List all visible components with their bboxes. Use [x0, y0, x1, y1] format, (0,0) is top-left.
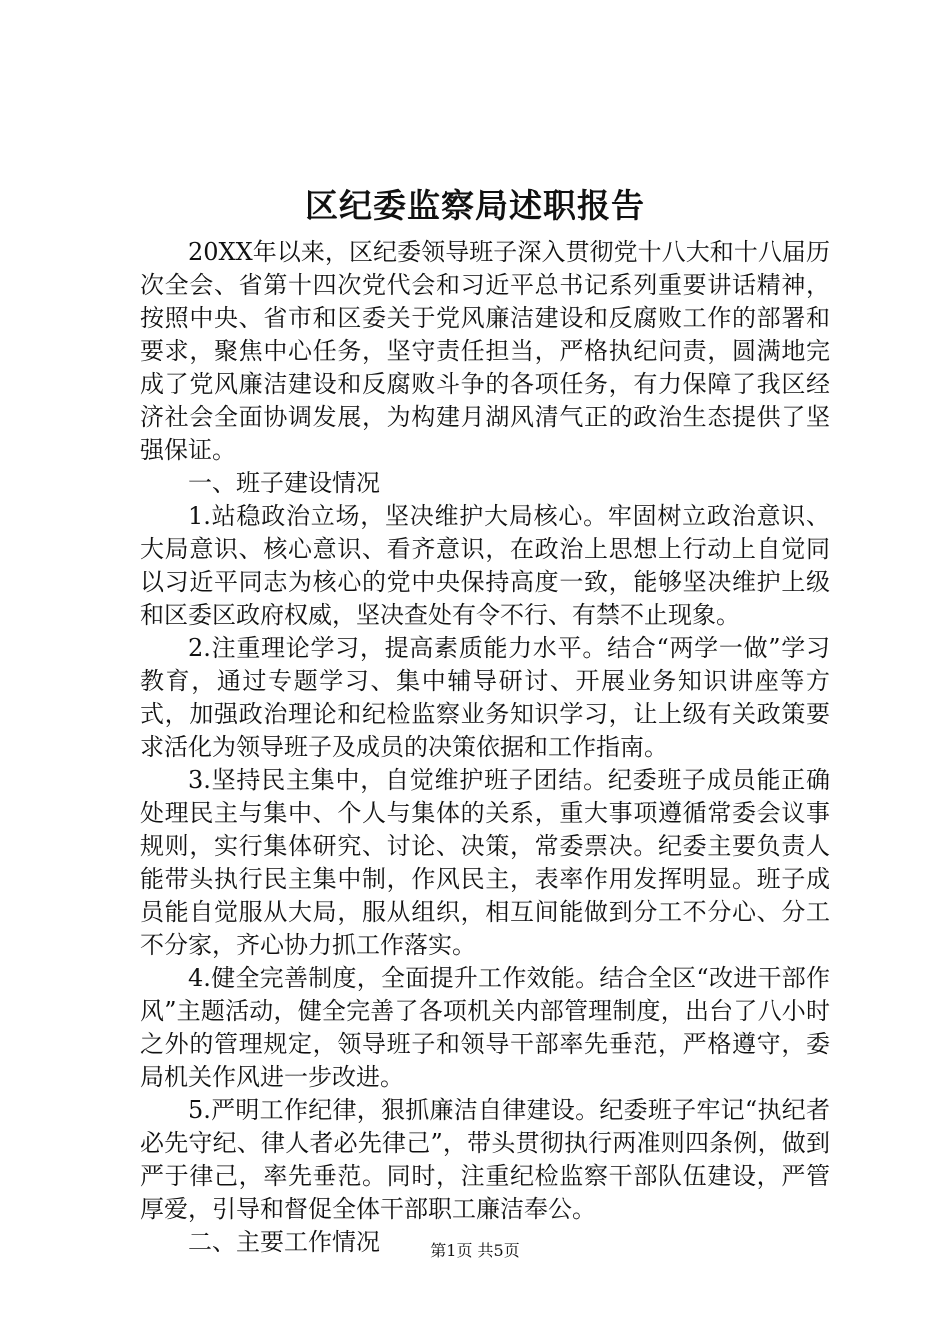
document-title: 区纪委监察局述职报告 [305, 186, 645, 225]
page-number-footer: 第1页 共5页 [430, 1241, 520, 1260]
section-heading-2: 二、主要工作情况 [188, 1228, 380, 1256]
paragraph-item-1: 1.站稳政治立场，坚决维护大局核心。牢固树立政治意识、大局意识、核心意识、看齐意识，在政治上思想上行动上自觉同以习近平同志为核心的党中央保持高度一致，能够坚决维护上级和区委区政府权威，坚决查处有令不行、有禁不止现象。 [140, 502, 830, 629]
section-heading-1: 一、班子建设情况 [188, 469, 380, 497]
paragraph-item-4: 4.健全完善制度，全面提升工作效能。结合全区“改进干部作风”主题活动，健全完善了各项机关内部管理制度，出台了八小时之外的管理规定，领导班子和领导干部率先垂范，严格遵守，委局机关作风进一步改进。 [140, 964, 830, 1091]
paragraph-item-3: 3.坚持民主集中，自觉维护班子团结。纪委班子成员能正确处理民主与集中、个人与集体的关系，重大事项遵循常委会议事规则，实行集体研究、讨论、决策，常委票决。纪委主要负责人能带头执行民主集中制，作风民主，表率作用发挥明显。班子成员能自觉服从大局，服从组织，相互间能做到分工不分心、分工不分家，齐心协力抓工作落实。 [140, 766, 830, 959]
paragraph-intro: 20XX年以来，区纪委领导班子深入贯彻党十八大和十八届历次全会、省第十四次党代会和习近平总书记系列重要讲话精神，按照中央、省市和区委关于党风廉洁建设和反腐败工作的部署和要求，聚焦中心任务，坚守责任担当，严格执纪问责，圆满地完成了党风廉洁建设和反腐败斗争的各项任务，有力保障了我区经济社会全面协调发展，为构建月湖风清气正的政治生态提供了坚强保证。 [140, 238, 830, 464]
paragraph-item-2: 2.注重理论学习，提高素质能力水平。结合“两学一做”学习教育，通过专题学习、集中辅导研讨、开展业务知识讲座等方式，加强政治理论和纪检监察业务知识学习，让上级有关政策要求活化为领导班子及成员的决策依据和工作指南。 [140, 634, 830, 761]
paragraph-item-5: 5.严明工作纪律，狠抓廉洁自律建设。纪委班子牢记“执纪者必先守纪、律人者必先律己”，带头贯彻执行两准则四条例，做到严于律己，率先垂范。同时，注重纪检监察干部队伍建设，严管厚爱，引导和督促全体干部职工廉洁奉公。 [140, 1096, 830, 1223]
document-body [140, 236, 830, 1259]
